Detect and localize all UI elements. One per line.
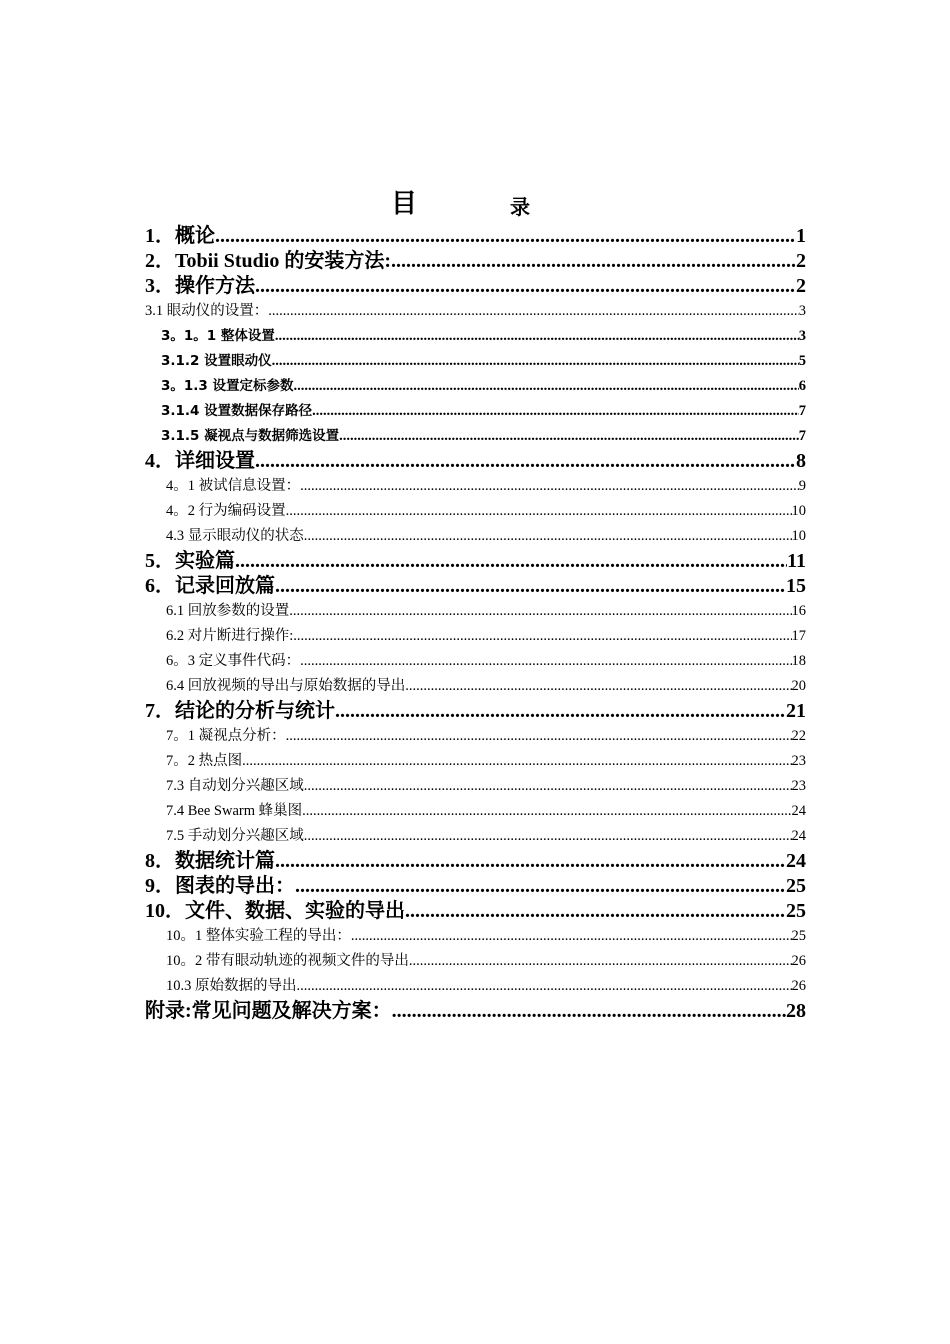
toc-entry-page: 11 — [787, 550, 806, 572]
toc-entry-label: 3.1.5 凝视点与数据筛选设置 — [161, 428, 340, 444]
toc-entry[interactable] — [145, 949, 806, 974]
toc-leader-dots — [242, 749, 791, 774]
toc-entry[interactable] — [145, 449, 806, 474]
toc-leader-dots — [300, 474, 799, 499]
toc-entry-page: 2 — [796, 275, 806, 297]
toc-leader-dots — [339, 424, 799, 449]
toc-leader-dots — [286, 499, 792, 524]
toc-entry-page: 18 — [791, 653, 806, 669]
toc-leader-dots — [391, 249, 796, 274]
toc-entry-page: 1 — [796, 225, 806, 247]
toc-entry[interactable] — [145, 749, 806, 774]
toc-leader-dots — [272, 349, 799, 374]
toc-entry[interactable] — [145, 399, 806, 424]
toc-entry-label: 3．操作方法 — [145, 275, 255, 297]
toc-entry[interactable] — [145, 524, 806, 549]
toc-leader-dots — [275, 849, 786, 874]
toc-entry-label: 6.2 对片断进行操作: — [166, 628, 294, 644]
toc-entry[interactable] — [145, 849, 806, 874]
toc-entry[interactable] — [145, 574, 806, 599]
toc-entry-label: 7.5 手动划分兴趣区域 — [166, 828, 304, 844]
toc-title-char-2: 录 — [510, 195, 530, 219]
toc-entry[interactable] — [145, 924, 806, 949]
toc-entry-label: 7。2 热点图 — [166, 753, 243, 769]
toc-leader-dots — [275, 574, 786, 599]
toc-entry[interactable] — [145, 799, 806, 824]
toc-entry-page: 15 — [786, 575, 806, 597]
toc-entry-label: 3。1。1 整体设置 — [161, 328, 275, 344]
toc-leader-dots — [255, 449, 796, 474]
toc-entry[interactable] — [145, 349, 806, 374]
toc-entry[interactable] — [145, 324, 806, 349]
toc-entry[interactable] — [145, 774, 806, 799]
toc-entry[interactable] — [145, 674, 806, 699]
toc-leader-dots — [295, 874, 786, 899]
toc-entry-label: 7。1 凝视点分析： — [166, 728, 286, 744]
toc-entry[interactable] — [145, 724, 806, 749]
toc-entry-label: 6。3 定义事件代码： — [166, 653, 301, 669]
toc-leader-dots — [294, 374, 799, 399]
toc-entry[interactable] — [145, 974, 806, 999]
toc-entry[interactable] — [145, 374, 806, 399]
toc-entry-page: 6 — [798, 378, 806, 394]
toc-entry-page: 28 — [786, 1000, 806, 1022]
toc-entry-label: 3。1.3 设置定标参数 — [161, 378, 294, 394]
toc-leader-dots — [304, 774, 792, 799]
toc-entry-page: 9 — [798, 478, 806, 494]
toc-entry-label: 附录:常见问题及解决方案： — [145, 1000, 392, 1022]
toc-leader-dots — [405, 899, 786, 924]
toc-entry-label: 9．图表的导出： — [145, 875, 295, 897]
toc-entry-page: 17 — [791, 628, 806, 644]
toc-entry-page: 21 — [786, 700, 806, 722]
toc-leader-dots — [312, 399, 799, 424]
toc-leader-dots — [392, 999, 786, 1024]
toc-leader-dots — [297, 974, 792, 999]
toc-entry-label: 4。2 行为编码设置 — [166, 503, 286, 519]
toc-entry-label: 10.3 原始数据的导出 — [166, 978, 297, 994]
toc-entry-page: 25 — [786, 900, 806, 922]
toc-entry-label: 10．文件、数据、实验的导出 — [145, 900, 405, 922]
toc-entry-label: 4.3 显示眼动仪的状态 — [166, 528, 304, 544]
toc-entry-label: 3.1.2 设置眼动仪 — [161, 353, 272, 369]
toc-entry-label: 6.4 回放视频的导出与原始数据的导出 — [166, 678, 406, 694]
toc-leader-dots — [405, 674, 791, 699]
toc-entry-page: 20 — [791, 678, 806, 694]
toc-entry-page: 22 — [791, 728, 806, 744]
toc-entry-label: 10。2 带有眼动轨迹的视频文件的导出 — [166, 953, 409, 969]
toc-leader-dots — [286, 724, 792, 749]
toc-entry[interactable] — [145, 299, 806, 324]
toc-entry-page: 24 — [786, 850, 806, 872]
toc-leader-dots — [304, 524, 792, 549]
toc-leader-dots — [275, 324, 799, 349]
toc-entry[interactable] — [145, 274, 806, 299]
toc-entry[interactable] — [145, 624, 806, 649]
toc-entry-page: 5 — [798, 353, 806, 369]
table-of-contents — [145, 224, 806, 1024]
toc-entry-page: 25 — [791, 928, 806, 944]
toc-entry-page: 23 — [791, 753, 806, 769]
toc-title-char-1: 目 — [391, 189, 418, 219]
toc-entry[interactable] — [145, 424, 806, 449]
toc-entry[interactable] — [145, 649, 806, 674]
toc-entry[interactable] — [145, 224, 806, 249]
toc-leader-dots — [235, 549, 787, 574]
toc-entry-page: 16 — [791, 603, 806, 619]
toc-leader-dots — [335, 699, 786, 724]
toc-entry-page: 8 — [796, 450, 806, 472]
toc-entry-page: 7 — [798, 403, 806, 419]
toc-leader-dots — [293, 624, 791, 649]
toc-leader-dots — [215, 224, 796, 249]
toc-entry-page: 26 — [791, 953, 806, 969]
toc-entry[interactable] — [145, 824, 806, 849]
toc-leader-dots — [255, 274, 796, 299]
toc-entry[interactable] — [145, 699, 806, 724]
toc-leader-dots — [289, 599, 791, 624]
toc-entry-label: 3.1.4 设置数据保存路径 — [161, 403, 313, 419]
toc-entry-label: 7.3 自动划分兴趣区域 — [166, 778, 304, 794]
toc-entry-page: 10 — [791, 528, 806, 544]
toc-entry-page: 7 — [798, 428, 806, 444]
toc-leader-dots — [302, 799, 791, 824]
toc-entry-label: 1．概论 — [145, 225, 215, 247]
toc-entry-label: 3.1 眼动仪的设置： — [145, 303, 269, 319]
toc-entry-label: 7.4 Bee Swarm 蜂巢图 — [166, 803, 303, 819]
toc-entry-label: 5．实验篇 — [145, 550, 235, 572]
toc-leader-dots — [300, 649, 791, 674]
toc-entry[interactable] — [145, 499, 806, 524]
toc-leader-dots — [351, 924, 792, 949]
toc-entry[interactable] — [145, 899, 806, 924]
toc-leader-dots — [268, 299, 799, 324]
toc-entry[interactable] — [145, 549, 806, 574]
toc-entry[interactable] — [145, 999, 806, 1024]
toc-entry-label: 4。1 被试信息设置： — [166, 478, 301, 494]
toc-entry-label: 10。1 整体实验工程的导出： — [166, 928, 351, 944]
toc-entry-page: 24 — [791, 803, 806, 819]
toc-entry[interactable] — [145, 249, 806, 274]
toc-entry-page: 3 — [798, 303, 806, 319]
toc-entry-page: 23 — [791, 778, 806, 794]
toc-entry-page: 10 — [791, 503, 806, 519]
toc-entry-label: 6.1 回放参数的设置 — [166, 603, 290, 619]
toc-entry-label: 4．详细设置 — [145, 450, 255, 472]
toc-entry-page: 25 — [786, 875, 806, 897]
toc-entry-page: 26 — [791, 978, 806, 994]
toc-leader-dots — [409, 949, 792, 974]
toc-title — [0, 183, 950, 217]
toc-entry[interactable] — [145, 874, 806, 899]
toc-entry-label: 2．Tobii Studio 的安装方法: — [145, 250, 391, 272]
toc-entry-page: 2 — [796, 250, 806, 272]
toc-entry[interactable] — [145, 474, 806, 499]
toc-entry[interactable] — [145, 599, 806, 624]
toc-entry-page: 3 — [798, 328, 806, 344]
toc-entry-label: 6．记录回放篇 — [145, 575, 275, 597]
toc-entry-label: 7．结论的分析与统计 — [145, 700, 335, 722]
toc-entry-page: 24 — [791, 828, 806, 844]
toc-entry-label: 8．数据统计篇 — [145, 850, 275, 872]
toc-leader-dots — [304, 824, 792, 849]
